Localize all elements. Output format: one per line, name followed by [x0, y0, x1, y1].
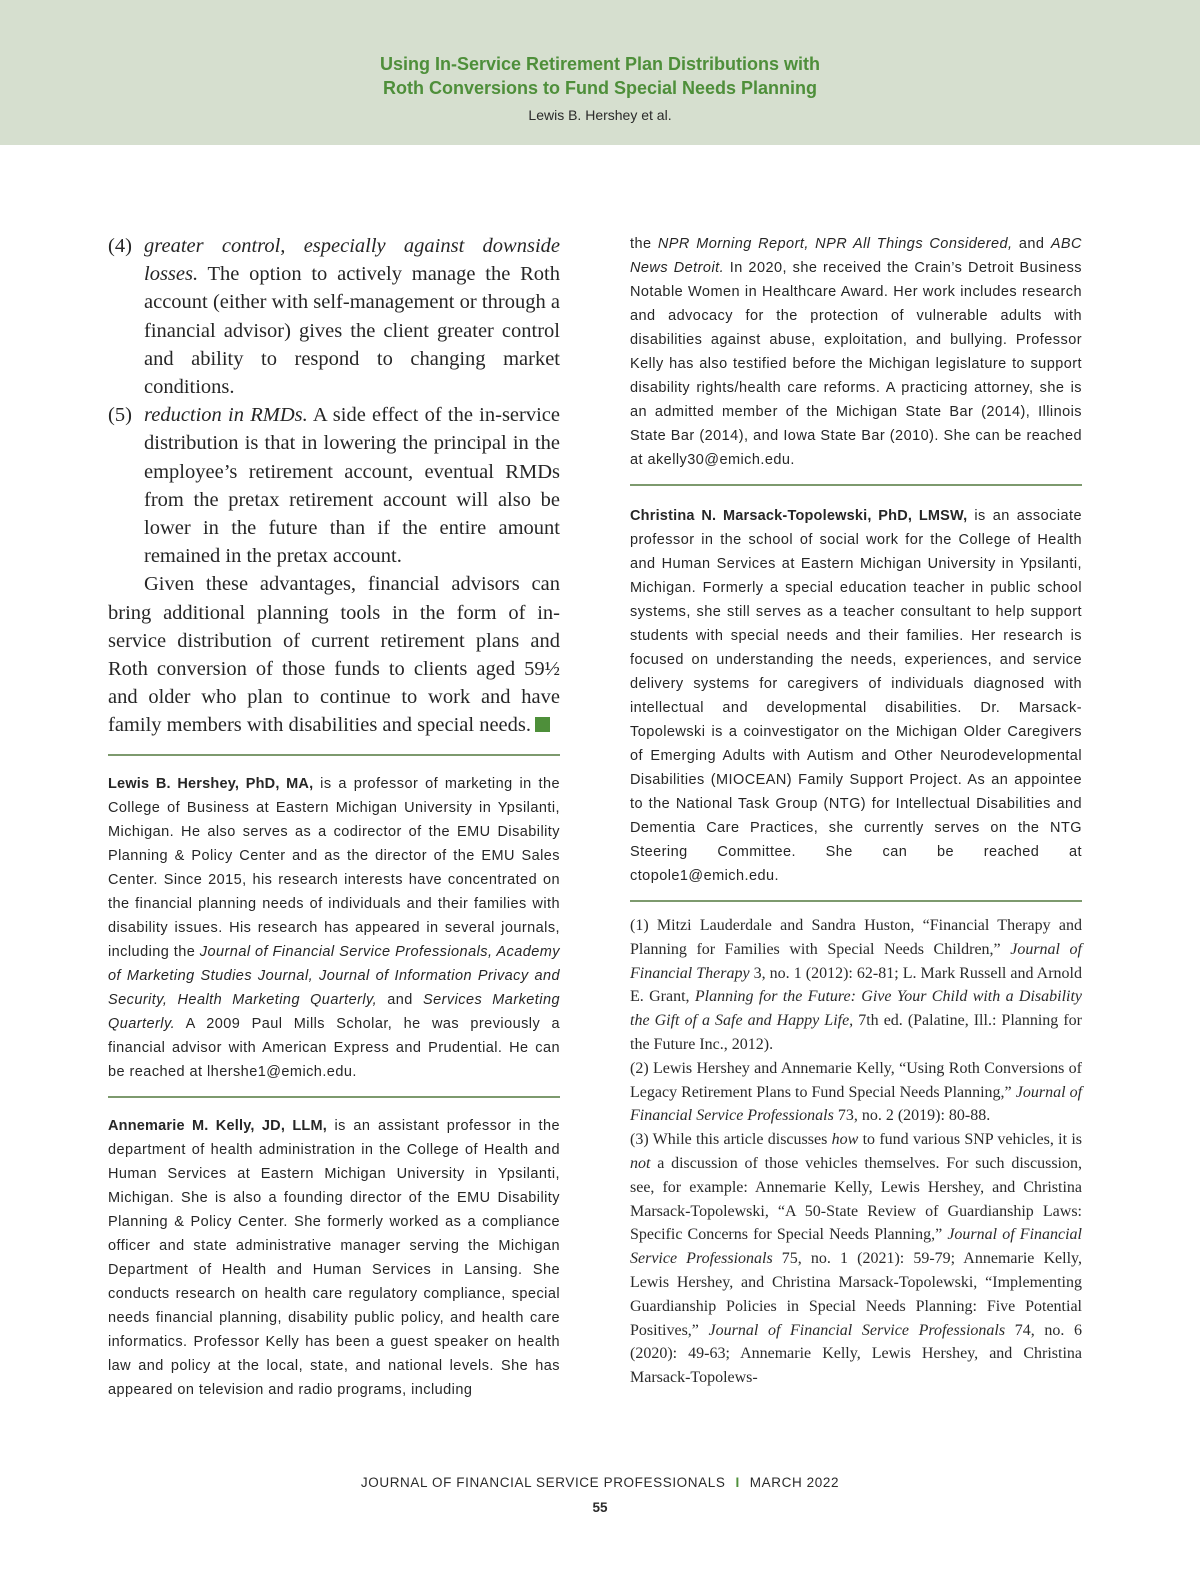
divider	[108, 1096, 560, 1098]
endnote-title: Journal of Financial Service Professionals	[630, 1083, 1083, 1125]
article-title	[0, 52, 1200, 100]
list-item	[108, 232, 560, 401]
list-item-number: (5)	[108, 404, 132, 427]
running-header	[0, 0, 1200, 145]
endnote-text: (2) Lewis Hershey and Annemarie Kelly, “Using Roth Conversions of Legacy Retirement Plans to Fund Special Needs Planning,”	[630, 1059, 1082, 1101]
bio-media-titles: ABC News Detroit.	[630, 236, 1082, 276]
bio-text: is an assistant professor in the department of health administration in the College of Health and Human Services at Eastern Michigan University in Ypsilanti, Michigan. She is also a founding director of the EMU Disability Planning & Policy Center. She formerly worked as a compliance officer and state administrative manager serving the Michigan Department of Health and Human Services in Lansing. She conducts research on health care regulatory compliance, special needs financial planning, disability public policy, and health care informatics. Professor Kelly has been a guest speaker on health law and policy at the local, state, and national levels. She has appeared on television and radio programs, including	[108, 1117, 560, 1398]
footer-separator: I	[735, 1475, 740, 1490]
list-item-lead: reduction in RMDs.	[144, 404, 308, 427]
endnote-1	[630, 914, 1082, 1057]
end-of-article-mark	[535, 717, 550, 732]
endnote-2	[630, 1057, 1082, 1128]
list-item-lead: greater control, especially against downside losses.	[144, 235, 560, 286]
endnote-emphasis: how	[831, 1131, 859, 1149]
article-authors: Lewis B. Hershey et al.	[528, 107, 672, 123]
endnote-title: Planning for the Future: Give Your Child with a Disability the Gift of a Safe and Happy Life,	[630, 988, 1083, 1030]
bio-text: and	[377, 991, 423, 1008]
list-item-number: (4)	[108, 235, 132, 257]
endnote-title: Journal of Financial Therapy	[630, 940, 1082, 982]
article-title-line-1: Using In-Service Retirement Plan Distributions with	[379, 54, 821, 74]
bio-text: is a professor of marketing in the College of Business at Eastern Michigan University in Ypsilanti, Michigan. He also serves as a codirector of the EMU Disability Planning & Policy Center and as the director of the EMU Sales Center. Since 2015, his research interests have concentrated on the financial planning needs of individuals and their families with disability issues. His research has appeared in several journals, including the	[108, 775, 560, 960]
bio-text: is an associate professor in the school of social work for the College of Health and Human Services at Eastern Michigan University in Ypsilanti, Michigan. Formerly a special education teacher in public school systems, she still serves as a teacher consultant to help support students with special needs and their families. Her research is focused on understanding the needs, experiences, and service delivery systems for caregivers of individuals diagnosed with intellectual and developmental disabilities. Dr. Marsack-Topolewski is a coinvestigator on the Michigan Older Caregivers of Emerging Adults with Autism and Other Neurodevelopmental Disabilities (MIOCEAN) Family Support Project. As an appointee to the National Task Group (NTG) for Intellectual Disabilities and Dementia Care Practices, she currently serves on the NTG Steering Committee. She can be reached at ctopole1@emich.edu.	[630, 508, 1082, 884]
bio-text: A 2009 Paul Mills Scholar, he was previously a financial advisor with American Express and Prudential. He can be reached at lhershe1@emich.edu.	[108, 1015, 560, 1080]
endnote-text: 73, no. 2 (2019): 80-88.	[833, 1107, 991, 1125]
conclusion-paragraph	[108, 570, 560, 739]
footer-journal-name: JOURNAL OF FINANCIAL SERVICE PROFESSIONALS	[360, 1475, 726, 1490]
endnote-text: (3) While this article discusses	[630, 1131, 832, 1149]
author-name: Annemarie M. Kelly, JD, LLM,	[108, 1117, 327, 1134]
endnote-text: to fund various SNP vehicles, it is	[858, 1131, 1082, 1149]
author-name: Lewis B. Hershey, PhD, MA,	[108, 775, 314, 792]
endnote-text: (1) Mitzi Lauderdale and Sandra Huston, “Financial Therapy and Planning for Families with Special Needs Children,”	[630, 917, 1082, 958]
right-column	[630, 232, 1082, 1390]
endnote-title: Journal of Financial Service Professionals	[708, 1321, 1006, 1339]
page-number: 55	[592, 1500, 608, 1515]
bio-journal-titles: Services Marketing Quarterly.	[108, 991, 560, 1032]
endnote-text: 3, no. 1 (2012): 62-81; L. Mark Russell and Arnold E. Grant,	[630, 964, 1083, 1006]
endnotes	[630, 914, 1082, 1390]
bio-text: the	[630, 236, 658, 252]
endnote-emphasis: not	[630, 1154, 651, 1172]
footer-date: MARCH 2022	[749, 1475, 840, 1490]
author-bio-kelly	[108, 1114, 560, 1402]
running-footer	[0, 1475, 1200, 1490]
list-item-text: The option to actively manage the Roth account (either with self-management or through a financial advisor) gives the client greater control and ability to respond to changing market conditions.	[144, 263, 560, 399]
list-item-text: A side effect of the in-service distribution is that in lowering the principal in the employee’s retirement account, eventual RMDs from the pretax retirement account will also be lower in the future than if the entire amount remained in the pretax account.	[144, 404, 560, 568]
endnote-title: Journal of Financial Service Professionals	[630, 1226, 1083, 1268]
bio-text: In 2020, she received the Crain’s Detroit Business Notable Women in Healthcare Award. Her work includes research and advocacy for the protection of vulnerable adults with disabilities against abuse, exploitation, and bullying. Professor Kelly has also testified before the Michigan legislature to support disability rights/health care reforms. A practicing attorney, she is an admitted member of the Michigan State Bar (2014), Illinois State Bar (2014), and Iowa State Bar (2010). She can be reached at akelly30@emich.edu.	[630, 260, 1082, 468]
bio-media-titles: NPR Morning Report, NPR All Things Considered,	[657, 236, 1013, 252]
article-title-line-2: Roth Conversions to Fund Special Needs Planning	[382, 78, 818, 98]
list-item	[108, 401, 560, 570]
author-name: Christina N. Marsack-Topolewski, PhD, LMSW,	[630, 508, 968, 524]
author-bio-hershey	[108, 772, 560, 1084]
divider	[108, 754, 560, 756]
endnote-text: 75, no. 1 (2021): 59-79; Annemarie Kelly, Lewis Hershey, and Christina Marsack-Topolewski, “Implementing Guardianship Policies in Special Needs Planning: Five Potential Positives,”	[630, 1250, 1082, 1339]
divider	[630, 484, 1082, 486]
author-bio-kelly-continued	[630, 232, 1082, 472]
bio-journal-titles: Journal of Financial Service Professionals, Academy of Marketing Studies Journal, Journal of Information Privacy and Security, Health Marketing Quarterly,	[108, 943, 560, 1008]
divider	[630, 900, 1082, 902]
endnote-3	[630, 1128, 1082, 1390]
endnote-text: a discussion of those vehicles themselves. For such discussion, see, for example: Annemarie Kelly, Lewis Hershey, and Christina Marsack-Topolewski, “A 50-State Review of Guardianship Laws: Specific Concerns for Special Needs Planning,”	[630, 1154, 1082, 1244]
endnote-text: 7th ed. (Palatine, Ill.: Planning for the Future Inc., 2012).	[630, 1012, 1082, 1053]
endnote-text: 74, no. 6 (2020): 49-63; Annemarie Kelly, Lewis Hershey, and Christina Marsack-Topolews-	[630, 1321, 1083, 1387]
author-bio-marsack-topolewski	[630, 504, 1082, 888]
body-text	[108, 232, 560, 740]
left-column	[108, 232, 560, 1402]
conclusion-text: Given these advantages, financial advisors can bring additional planning tools in the form of in-service distribution of current retirement plans and Roth conversion of those funds to clients aged 59½ and older who plan to continue to work and have family members with disabilities and special needs.	[108, 573, 560, 737]
bio-text: and	[1012, 236, 1051, 252]
